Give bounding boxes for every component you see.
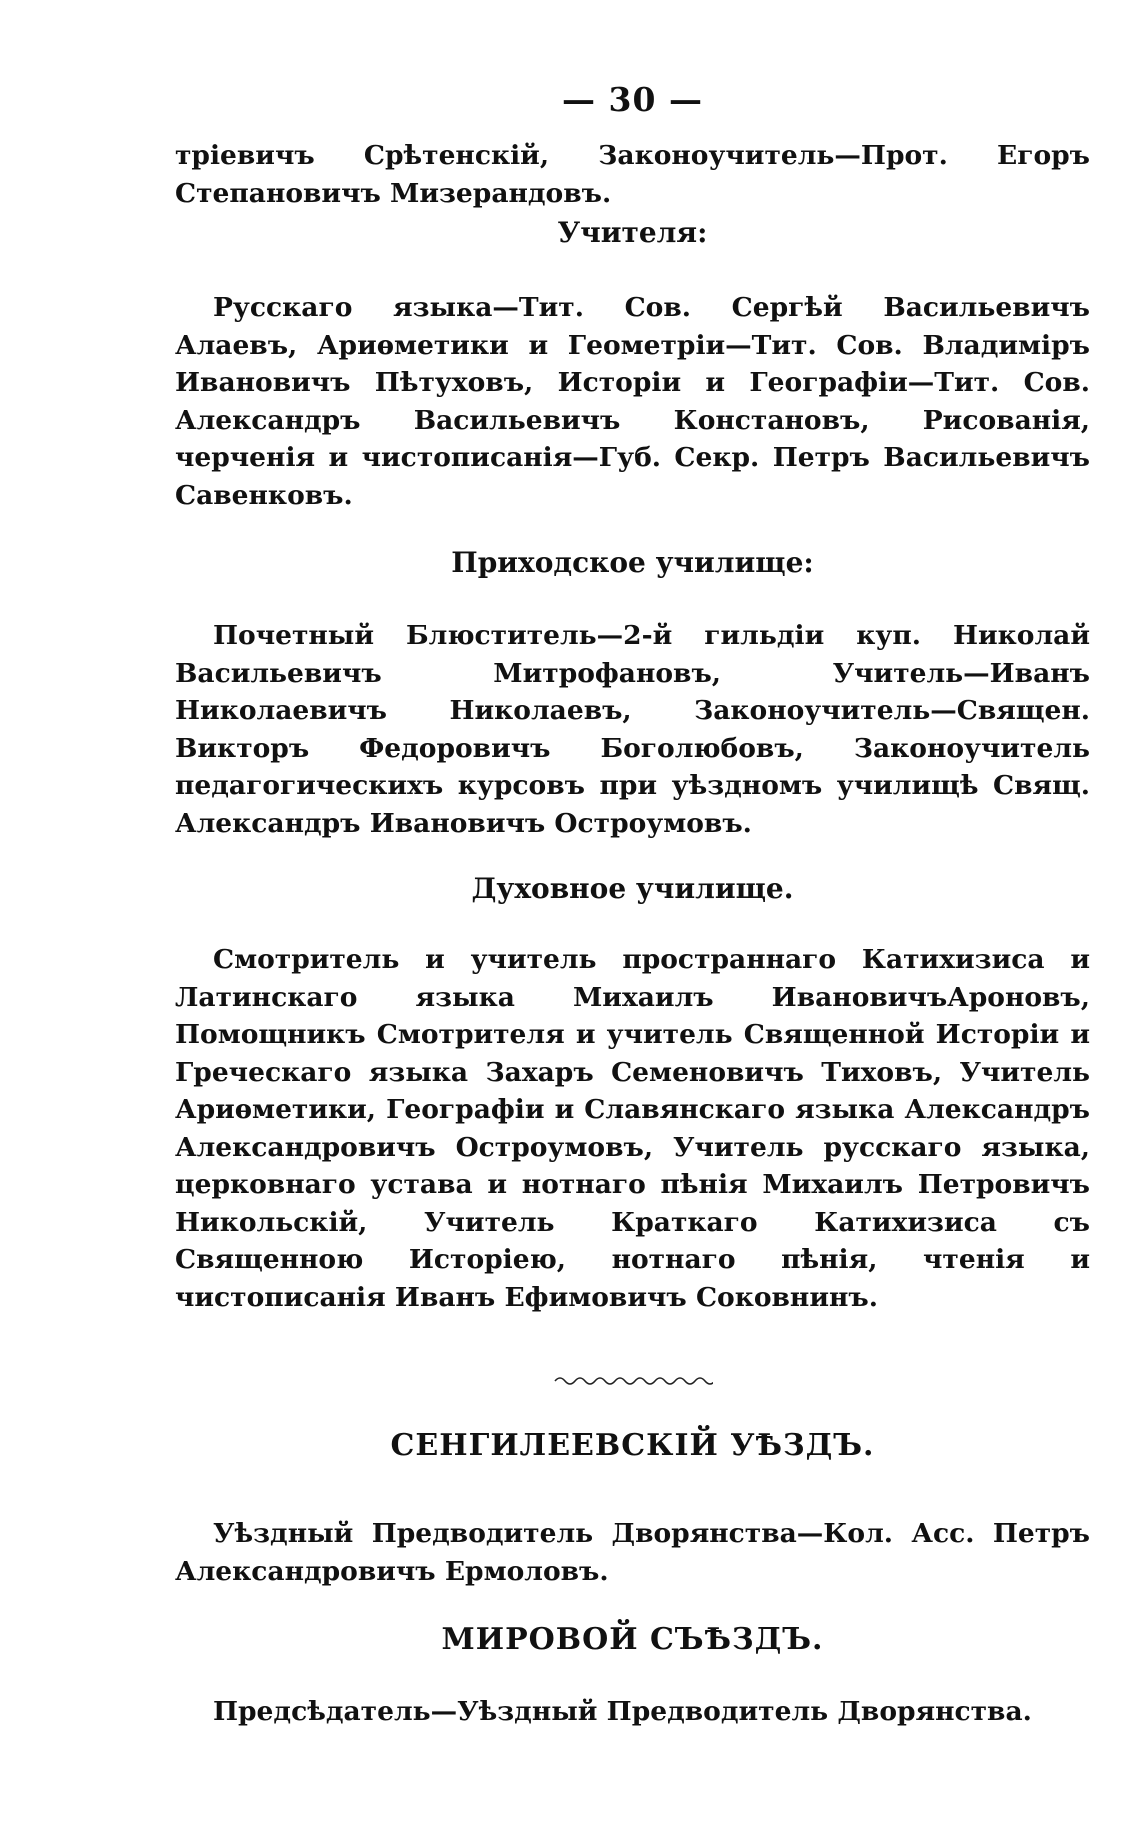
paragraph-sengiley-district: Уѣздный Предводитель Дворянства—Кол. Асс. Петръ Александровичъ Ермоловъ. [175,1518,1090,1587]
page-number: — 30 — [562,80,703,119]
heading-teachers: Учителя: [557,216,708,249]
document-page [175,80,1090,1731]
heading-religious-school: Духовное училище. [471,872,794,905]
paragraph-continuation: тріевичъ Срѣтенскій, Законоучитель—Прот. Егоръ Степановичъ Мизерандовъ. [175,140,1090,209]
heading-parish-school: Приходское училище: [451,546,814,579]
section-title-peace-congress: МИРОВОЙ СЪѢЗДЪ. [441,1622,824,1657]
paragraph-parish-school: Почетный Блюститель—2-й гильдіи куп. Николай Васильевичъ Митрофановъ, Учитель—Иванъ Николаевичъ Николаевъ, Законоучитель—Священ. Викторъ Федоровичъ Боголюбовъ, Законоучитель педагогическихъ курсовъ при уѣздномъ училищѣ Свящ. Александръ Ивановичъ Остроумовъ. [175,620,1090,839]
paragraph-religious-school: Смотритель и учитель пространнаго Катихизиса и Латинскаго языка Михаилъ ИвановичъАроновъ, Помощникъ Смотрителя и учитель Священной Исторіи и Греческаго языка Захаръ Семеновичъ Тиховъ, Учитель Ариѳметики, Географіи и Славянскаго языка Александръ Александровичъ Остроумовъ, Учитель русскаго языка, церковнаго устава и нотнаго пѣнія Михаилъ Петровичъ Никольскій, Учитель Краткаго Катихизиса съ Священною Исторіею, нотнаго пѣнія, чтенія и чистописанія Иванъ Ефимовичъ Соковнинъ. [175,944,1090,1313]
paragraph-teachers-list: Русскаго языка—Тит. Сов. Сергѣй Васильевичъ Алаевъ, Ариѳметики и Геометріи—Тит. Сов. Владиміръ Ивановичъ Пѣтуховъ, Исторіи и Географіи—Тит. Сов. Александръ Васильевичъ Констановъ, Рисованія, черченія и чистописанія—Губ. Секр. Петръ Васильевичъ Савенковъ. [175,292,1090,511]
section-title-sengiley-district: СЕНГИЛЕЕВСКІЙ УѢЗДЪ. [390,1428,875,1463]
paragraph-peace-congress: Предсѣдатель—Уѣздный Предводитель Дворянства. [213,1696,1032,1727]
wavy-divider-ornament [553,1374,713,1388]
